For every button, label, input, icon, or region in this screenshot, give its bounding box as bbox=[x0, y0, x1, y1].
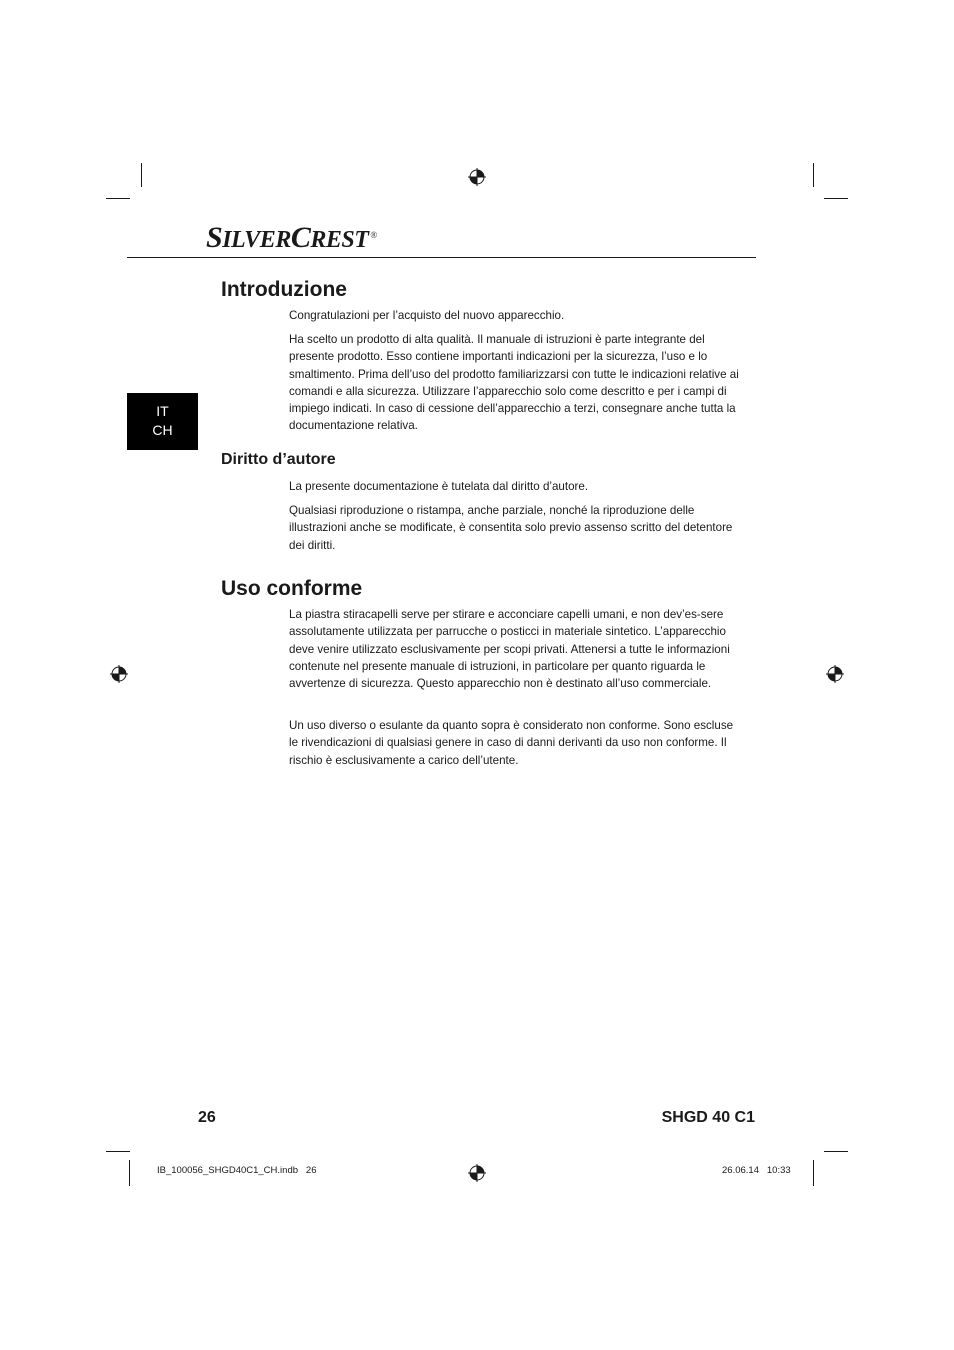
registration-target-icon bbox=[468, 1164, 486, 1182]
heading-uso-conforme: Uso conforme bbox=[221, 577, 363, 600]
crop-mark bbox=[106, 1151, 130, 1152]
page-number: 26 bbox=[198, 1109, 216, 1126]
slug-file-info: IB_100056_SHGD40C1_CH.indb 26 bbox=[157, 1165, 317, 1176]
paragraph: Ha scelto un prodotto di alta qualità. Il manuale di istruzioni è parte integrante del presente prodotto. Esso contiene importanti indicazioni per la sicurezza, l’uso e lo smaltimento. Prima dell’uso del prodotto familiarizzarsi con tutte le indicazioni relative ai comandi e alla sicurezza. Utilizzare l’apparecchio solo come descritto e per i campi di impiego indicati. In caso di cessione dell’apparecchio a terzi, consegnare anche tutta la documentazione relativa. bbox=[289, 333, 739, 433]
registration-target-icon bbox=[468, 168, 486, 186]
crop-mark bbox=[141, 163, 142, 187]
language-code-ch: CH bbox=[152, 422, 173, 438]
language-tab bbox=[127, 393, 198, 450]
slug-timestamp: 26.06.14 10:33 bbox=[722, 1165, 791, 1176]
brand-logo: SILVERCREST ® bbox=[206, 221, 377, 254]
paragraph: Un uso diverso o esulante da quanto sopra è considerato non conforme. Sono escluse le rivendicazioni di qualsiasi genere in caso di danni derivanti da uso non conforme. Il rischio è esclusivamente a carico dell’utente. bbox=[289, 719, 734, 767]
paragraph: Congratulazioni per l’acquisto del nuovo apparecchio. bbox=[289, 309, 565, 322]
paragraph: La piastra stiracapelli serve per stirare e acconciare capelli umani, e non dev’es-sere assolutamente utilizzata per parrucche o posticci in materiale sintetico. L’apparecchio deve venire utilizzato esclusivamente per scopi privati. Attenersi a tutte le informazioni contenute nel presente manuale di istruzioni, in particolare per quanto riguarda le avvertenze di sicurezza. Questo apparecchio non è destinato all’uso commerciale. bbox=[289, 608, 730, 691]
header-rule bbox=[127, 257, 756, 258]
paragraph: La presente documentazione è tutelata dal diritto d’autore. bbox=[289, 480, 589, 493]
crop-mark bbox=[824, 1151, 848, 1152]
crop-mark bbox=[129, 1160, 130, 1186]
crop-mark bbox=[106, 198, 130, 199]
registration-target-icon bbox=[826, 665, 844, 683]
crop-mark bbox=[824, 198, 848, 199]
heading-diritto-autore: Diritto d’autore bbox=[221, 451, 336, 468]
paragraph: Qualsiasi riproduzione o ristampa, anche parziale, nonché la riproduzione delle illustrazioni anche se modificate, è consentita solo previo assenso scritto del detentore dei diritti. bbox=[289, 504, 733, 552]
crop-mark bbox=[813, 163, 814, 187]
heading-introduzione: Introduzione bbox=[221, 278, 347, 301]
model-number: SHGD 40 C1 bbox=[661, 1109, 755, 1126]
language-code-it: IT bbox=[156, 403, 169, 419]
crop-mark bbox=[813, 1160, 814, 1186]
registration-target-icon bbox=[110, 665, 128, 683]
